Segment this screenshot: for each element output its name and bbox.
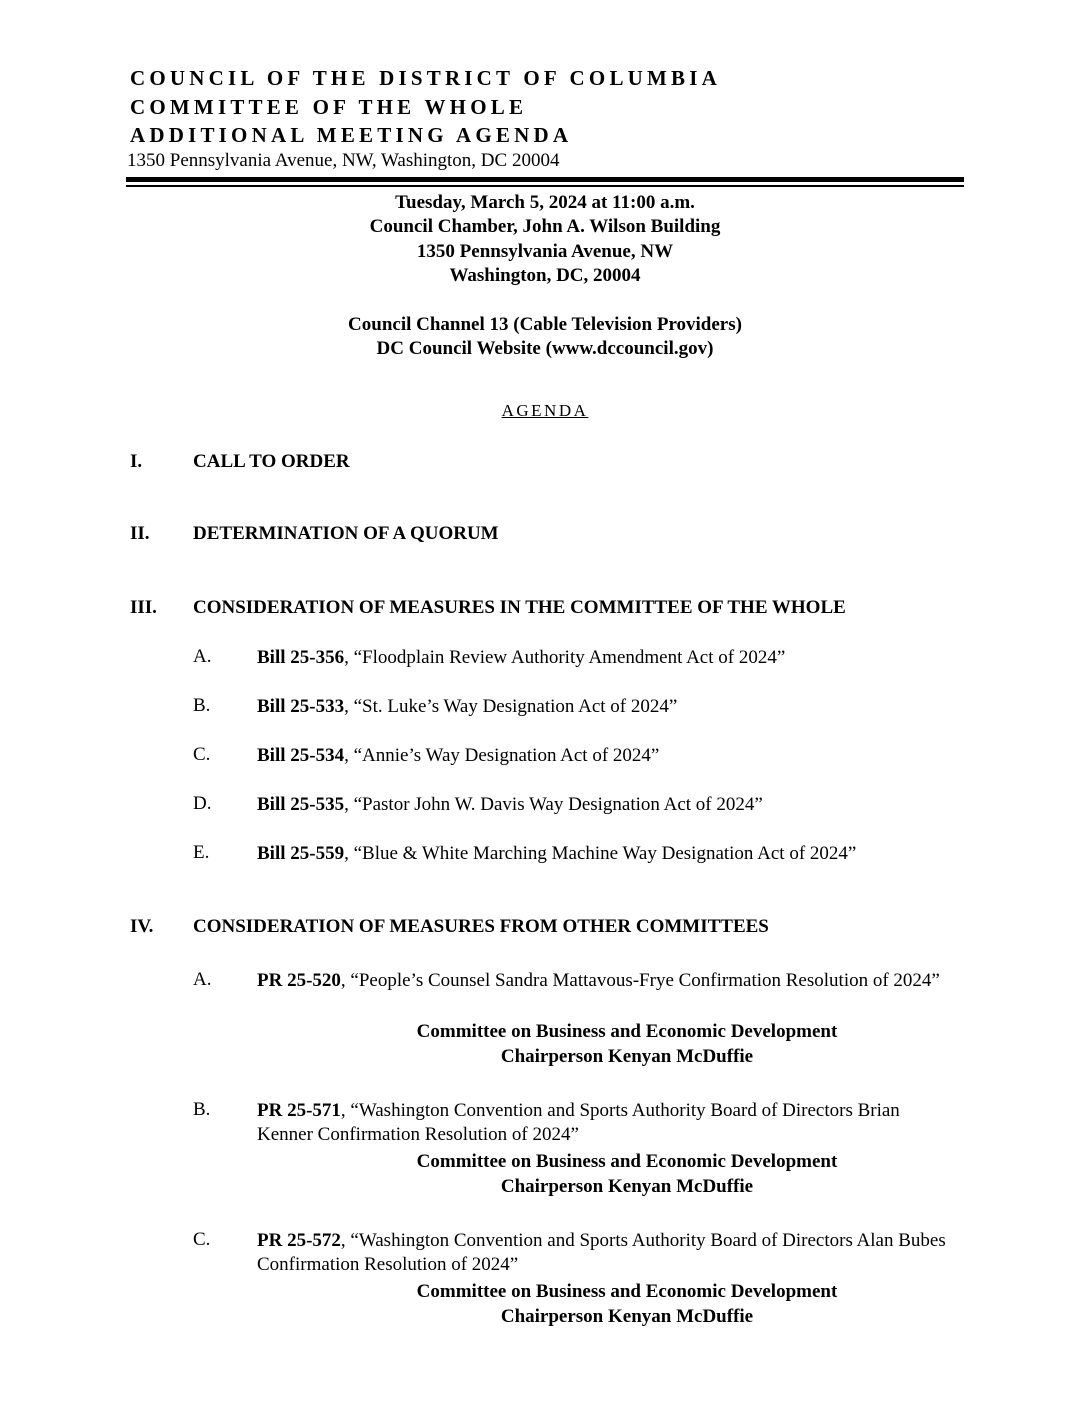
meeting-datetime: Tuesday, March 5, 2024 at 11:00 a.m. <box>395 192 695 213</box>
header-rule-thin <box>126 185 964 187</box>
item-letter: A. <box>193 646 212 667</box>
bill-title: , “Floodplain Review Authority Amendment Act of 2024” <box>344 647 786 668</box>
section-title-quorum: DETERMINATION OF A QUORUM <box>193 523 499 544</box>
bill-number: Bill 25-534 <box>257 745 345 766</box>
section-number: IV. <box>130 916 154 937</box>
committee-name: Committee on Business and Economic Development <box>416 1021 838 1042</box>
committee-name: Committee on Business and Economic Development <box>416 1151 838 1172</box>
agenda-item <box>257 646 957 670</box>
item-letter: A. <box>193 969 212 990</box>
bill-title: , “Annie’s Way Designation Act of 2024” <box>344 745 660 766</box>
bill-number: Bill 25-356 <box>257 647 345 668</box>
council-title: COUNCIL OF THE DISTRICT OF COLUMBIA <box>130 66 721 90</box>
agenda-heading: AGENDA <box>501 401 589 420</box>
section-title-other-committees: CONSIDERATION OF MEASURES FROM OTHER COMMITTEES <box>193 916 769 937</box>
agenda-item <box>257 969 953 993</box>
agenda-item <box>257 1099 947 1147</box>
agenda-type-title: ADDITIONAL MEETING AGENDA <box>130 123 573 147</box>
item-letter: B. <box>193 1099 211 1120</box>
meeting-street: 1350 Pennsylvania Avenue, NW <box>416 241 674 262</box>
agenda-item <box>257 695 957 719</box>
item-letter: C. <box>193 1229 211 1250</box>
header-rule-thick <box>126 177 964 182</box>
bill-number: Bill 25-559 <box>257 843 345 864</box>
broadcast-website: DC Council Website (www.dccouncil.gov) <box>376 338 714 359</box>
agenda-item <box>257 842 977 866</box>
item-letter: E. <box>193 842 210 863</box>
agenda-item <box>257 793 957 817</box>
meeting-city: Washington, DC, 20004 <box>449 265 641 286</box>
bill-title: , “Pastor John W. Davis Way Designation Act of 2024” <box>344 794 763 815</box>
bill-number: PR 25-520 <box>257 970 341 991</box>
item-letter: D. <box>193 793 212 814</box>
meeting-location: Council Chamber, John A. Wilson Building <box>369 216 721 237</box>
section-number: I. <box>130 451 143 472</box>
bill-title: , “Blue & White Marching Machine Way Designation Act of 2024” <box>344 843 857 864</box>
section-title-cow-measures: CONSIDERATION OF MEASURES IN THE COMMITTEE OF THE WHOLE <box>193 597 846 618</box>
agenda-item <box>257 744 957 768</box>
bill-number: PR 25-571 <box>257 1100 341 1121</box>
section-number: II. <box>130 523 150 544</box>
agenda-item <box>257 1229 947 1277</box>
bill-title: , “People’s Counsel Sandra Mattavous-Frye Confirmation Resolution of 2024” <box>340 970 940 991</box>
committee-name: Committee on Business and Economic Development <box>416 1281 838 1302</box>
committee-chair: Chairperson Kenyan McDuffie <box>500 1176 754 1197</box>
committee-chair: Chairperson Kenyan McDuffie <box>500 1046 754 1067</box>
section-number: III. <box>130 597 157 618</box>
bill-title: , “St. Luke’s Way Designation Act of 2024” <box>344 696 678 717</box>
broadcast-channel: Council Channel 13 (Cable Television Providers) <box>348 314 742 335</box>
section-title-call-to-order: CALL TO ORDER <box>193 451 350 472</box>
header-address: 1350 Pennsylvania Avenue, NW, Washington, DC 20004 <box>127 150 560 171</box>
bill-number: Bill 25-533 <box>257 696 345 717</box>
committee-title: COMMITTEE OF THE WHOLE <box>130 95 528 119</box>
item-letter: C. <box>193 744 211 765</box>
committee-chair: Chairperson Kenyan McDuffie <box>500 1306 754 1327</box>
item-letter: B. <box>193 695 211 716</box>
bill-number: PR 25-572 <box>257 1230 341 1251</box>
bill-title: , “Washington Convention and Sports Authority Board of Directors Brian Kenner Confirmation Resolution of 2024” <box>257 1100 900 1145</box>
bill-number: Bill 25-535 <box>257 794 345 815</box>
bill-title: , “Washington Convention and Sports Authority Board of Directors Alan Bubes Confirmation Resolution of 2024” <box>257 1230 946 1275</box>
